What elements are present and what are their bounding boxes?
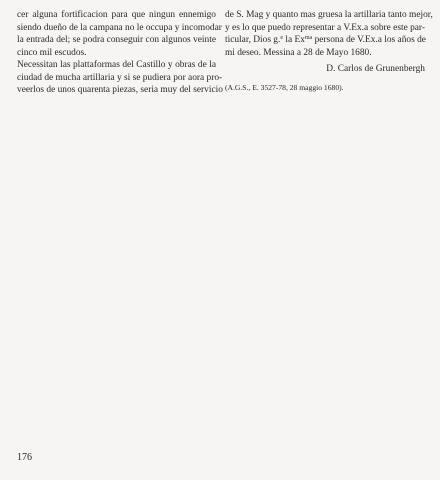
- archive-citation: (A.G.S., E. 3527-78, 28 maggio 1680).: [225, 82, 344, 92]
- right-column: [225, 9, 433, 93]
- page-number: 176: [17, 452, 32, 463]
- text-line: cinco mil escudos.: [17, 47, 87, 58]
- text-line: Necessitan las plattaformas del Castillo y obras de la: [17, 60, 216, 70]
- paragraph-fortification: [17, 9, 222, 59]
- text-line: y es lo que puedo representar a V.Ex.a sobre este par-: [225, 22, 425, 33]
- text-line: de S. Mag y quanto mas gruesa la artillaria tanto mejor,: [225, 10, 433, 20]
- text-fragment: ticular, Dios g.: [225, 35, 281, 45]
- text-fragment: la Ex: [283, 35, 305, 45]
- paragraph-closing: [225, 9, 433, 59]
- text-fragment: persona de V.Ex.a los años de: [312, 35, 426, 45]
- text-line: veerlos de unos quarenta piezas, seria muy del servicio: [17, 85, 223, 95]
- left-column: [17, 9, 223, 97]
- paragraph-artillery: [17, 59, 223, 97]
- superscript: ma: [304, 35, 313, 41]
- text-line: siendo dueño de la campana no le occupa y incomodar: [17, 22, 222, 33]
- superscript: e: [280, 35, 284, 41]
- text-line: cer alguna fortificacion para que ningun ennemigo: [17, 10, 216, 20]
- text-line-with-superscripts: [225, 34, 425, 47]
- text-line: mi deseo. Messina a 28 de Mayo 1680.: [225, 47, 372, 58]
- text-line: la entrada del; se podra conseguir con algunos veinte: [17, 35, 216, 45]
- text-line: ciudad de mucha artillaria y si se pudiera por aora pro-: [17, 72, 223, 83]
- signature: D. Carlos de Grunenbergh: [326, 64, 425, 74]
